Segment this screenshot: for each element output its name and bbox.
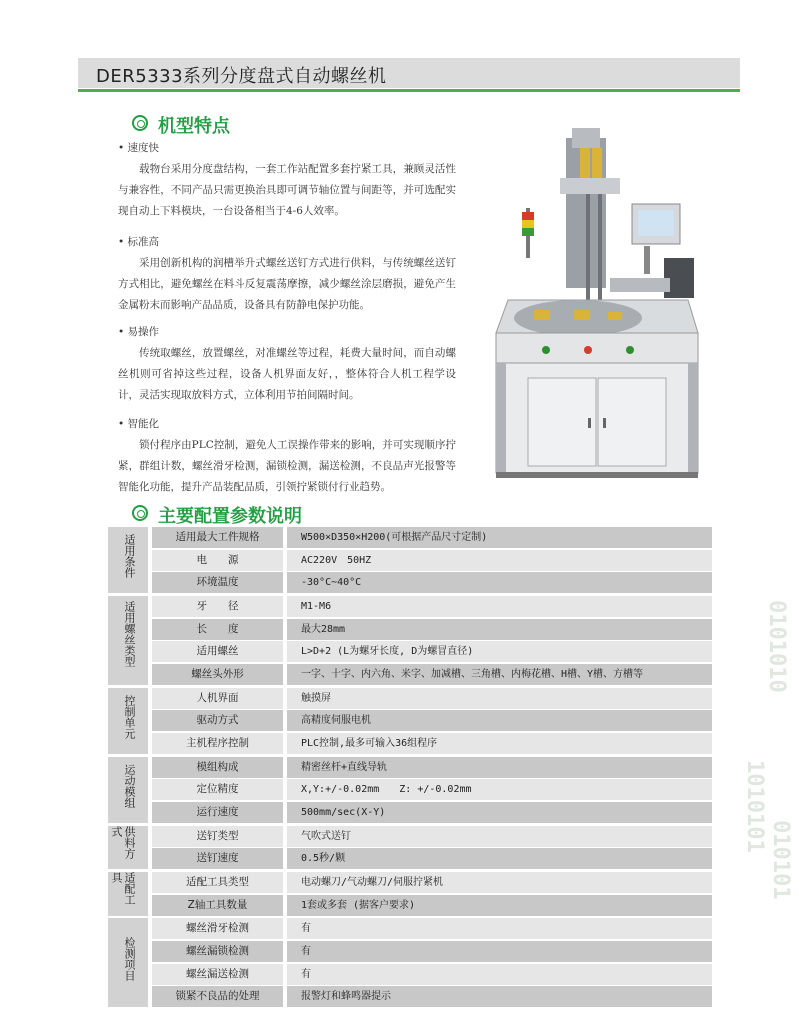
spec-group-name: 适配工具 [110,871,136,905]
spec-value: M1-M6 [287,596,712,617]
svg-text:1010101: 1010101 [742,760,767,853]
feature-body: 传统取螺丝，放置螺丝，对准螺丝等过程，耗费大量时间，而自动螺丝机则可省掉这些过程，设备人机界面友好，，整体符合人机工程学设计，灵活实现取放料方式，立体利用节拍间隔时间。 [118,347,456,401]
spec-label: 主机程序控制 [152,733,283,754]
spec-group-label [108,596,148,685]
spec-label: 牙 径 [152,596,283,617]
spec-label: 适配工具类型 [152,872,283,893]
feature-body: 载物台采用分度盘结构，一套工作站配置多套拧紧工具，兼顾灵活性与兼容性，不同产品只需更换治具即可调节轴位置与间距等，并可选配实现自动上下料模块，一台设备相当于4-6人效率。 [118,163,456,217]
feature-head: • 速度快 [118,138,456,159]
spec-label: 环境温度 [152,572,283,593]
feature-item [118,138,456,222]
table-row [152,664,712,685]
spec-label: 适用螺丝 [152,641,283,662]
spec-label: 驱动方式 [152,710,283,731]
spec-group-name: 适用螺丝类型 [123,601,136,668]
feature-head: • 标准高 [118,232,456,253]
table-row [152,895,712,916]
table-row [152,779,712,800]
table-row [152,688,712,709]
spec-value: X,Y:+/-0.02mm Z: +/-0.02mm [287,779,712,800]
spec-label: 定位精度 [152,779,283,800]
spec-value: 有 [287,918,712,939]
spec-value: AC220V 50HZ [287,550,712,571]
svg-text:0101010: 0101010 [764,600,789,693]
circle-bullet-icon [132,505,148,521]
table-row [152,964,712,985]
spec-group-label [108,826,148,870]
spec-value: PLC控制,最多可输入36组程序 [287,733,712,754]
spec-value: 1套或多套 (据客户要求) [287,895,712,916]
table-row [152,596,712,617]
table-row [152,710,712,731]
table-row [152,619,712,640]
table-row [152,941,712,962]
spec-value: 有 [287,941,712,962]
spec-label: 锁紧不良品的处理 [152,986,283,1007]
spec-group-name: 供料方式 [110,825,136,859]
table-row [152,986,712,1007]
spec-value: 电动螺刀/气动螺刀/伺服拧紧机 [287,872,712,893]
feature-body: 锁付程序由PLC控制，避免人工误操作带来的影响，并可实现顺序拧紧，群组计数，螺丝滑牙检测，漏锁检测，漏送检测，不良品声光报警等智能化功能，提升产品装配品质，引领拧紧锁付行业趋势。 [118,439,456,493]
spec-value: 0.5秒/颗 [287,848,712,869]
spec-group-name: 控制单元 [123,694,136,739]
spec-value: 最大28mm [287,619,712,640]
binary-watermark [740,560,800,1000]
spec-value: 精密丝杆+直线导轨 [287,757,712,778]
table-row [152,733,712,754]
spec-value: 触摸屏 [287,688,712,709]
machine-photo [488,128,708,480]
spec-group-label [108,527,148,593]
spec-label: 人机界面 [152,688,283,709]
table-row [152,826,712,847]
spec-label: 适用最大工件规格 [152,527,283,548]
specs-section-title [132,502,302,528]
spec-group-label [108,757,148,823]
feature-head: • 易操作 [118,322,456,343]
spec-group-label [108,918,148,1007]
spec-label: 电 源 [152,550,283,571]
spec-label: 送钉速度 [152,848,283,869]
spec-group-name: 运动模组 [123,763,136,808]
spec-table [108,527,712,1010]
table-row [152,641,712,662]
spec-label: 长 度 [152,619,283,640]
spec-value: 气吹式送钉 [287,826,712,847]
feature-body: 采用创新机构的润槽举升式螺丝送钉方式进行供料，与传统螺丝送钉方式相比，避免螺丝在料斗反复震荡摩擦，减少螺丝涂层磨损，避免产生金属粉末而影响产品品质，设备具有防静电保护功能。 [118,257,456,311]
spec-value: L>D+2 (L为螺牙长度, D为螺冒直径) [287,641,712,662]
spec-label: 螺丝漏锁检测 [152,941,283,962]
spec-label: 运行速度 [152,802,283,823]
feature-item [118,322,456,406]
spec-label: 模组构成 [152,757,283,778]
spec-label: Z轴工具数量 [152,895,283,916]
table-row [152,527,712,548]
feature-item [118,232,456,316]
table-row [152,872,712,893]
table-row [152,757,712,778]
spec-group-label [108,688,148,754]
spec-value: 高精度伺服电机 [287,710,712,731]
svg-text:010101: 010101 [768,820,793,900]
spec-group-name: 适用条件 [123,534,136,579]
header-accent-line [78,89,740,92]
spec-group-label [108,872,148,916]
feature-head: • 智能化 [118,414,456,435]
spec-value: -30°C~40°C [287,572,712,593]
page-title: DER5333系列分度盘式自动螺丝机 [96,66,387,87]
spec-value: W500×D350×H200(可根据产品尺寸定制) [287,527,712,548]
spec-value: 有 [287,964,712,985]
feature-item [118,414,456,498]
table-row [152,572,712,593]
spec-value: 报警灯和蜂鸣器提示 [287,986,712,1007]
spec-value: 500mm/sec(X-Y) [287,802,712,823]
features-section-title [132,112,230,138]
spec-label: 螺丝头外形 [152,664,283,685]
table-row [152,918,712,939]
spec-label: 螺丝漏送检测 [152,964,283,985]
spec-label: 送钉类型 [152,826,283,847]
spec-group-name: 检测项目 [123,936,136,981]
specs-section-title-text: 主要配置参数说明 [158,506,302,527]
spec-label: 螺丝滑牙检测 [152,918,283,939]
circle-bullet-icon [132,115,148,131]
table-row [152,802,712,823]
table-row [152,848,712,869]
table-row [152,550,712,571]
spec-value: 一字、十字、内六角、米字、加减槽、三角槽、内梅花槽、H槽、Y槽、方槽等 [287,664,712,685]
features-section-title-text: 机型特点 [158,116,230,137]
